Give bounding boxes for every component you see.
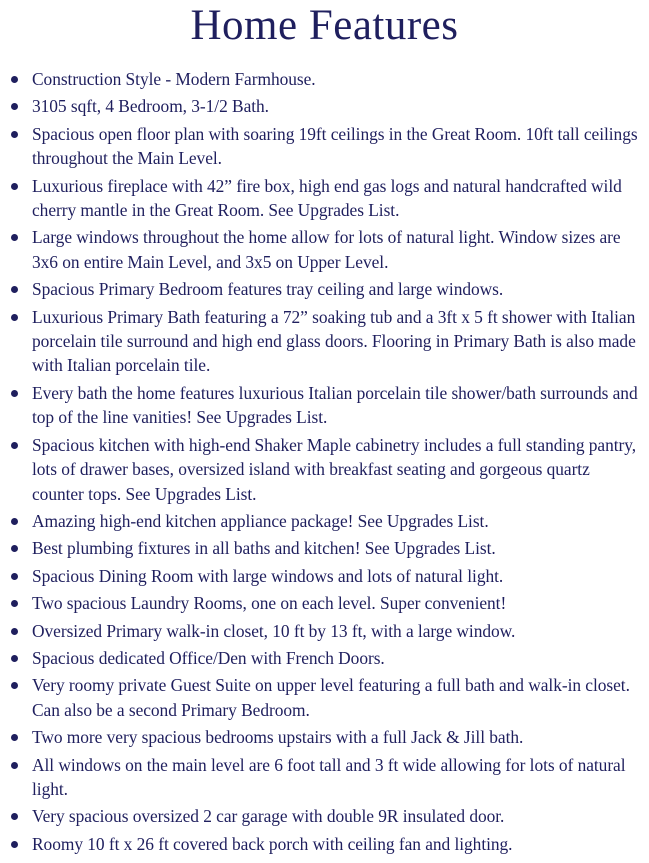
list-item-text: Construction Style - Modern Farmhouse.	[32, 69, 316, 89]
bullet-icon	[11, 314, 18, 321]
list-item-text: Spacious kitchen with high-end Shaker Maple cabinetry includes a full standing pantry, lots of drawer bases, oversized island with breakfast seating and gorgeous quartz counter tops. See Upgrades List.	[32, 434, 637, 504]
bullet-icon	[11, 734, 18, 741]
list-item	[8, 122, 641, 171]
bullet-icon	[11, 762, 18, 769]
bullet-icon	[11, 813, 18, 820]
bullet-icon	[11, 131, 18, 138]
list-item	[8, 725, 641, 749]
list-item	[8, 564, 641, 588]
bullet-icon	[11, 234, 18, 241]
list-item	[8, 619, 641, 643]
list-item	[8, 753, 641, 802]
bullet-icon	[11, 286, 18, 293]
bullet-icon	[11, 518, 18, 525]
list-item	[8, 381, 641, 430]
page-title: Home Features	[190, 2, 459, 49]
bullet-icon	[11, 103, 18, 110]
list-item-text: Every bath the home features luxurious Italian porcelain tile shower/bath surrounds and top of the line vanities! See Upgrades List.	[32, 382, 638, 428]
list-item-text: Best plumbing fixtures in all baths and kitchen! See Upgrades List.	[32, 538, 496, 559]
list-item-text: Luxurious fireplace with 42” fire box, high end gas logs and natural handcrafted wild cherry mantle in the Great Room. See Upgrades List.	[32, 175, 622, 221]
list-item-text: Spacious Primary Bedroom features tray ceiling and large windows.	[32, 279, 504, 300]
list-item	[8, 94, 641, 118]
list-item-text: Spacious dedicated Office/Den with French Doors.	[32, 647, 385, 668]
list-item-text: 3105 sqft, 4 Bedroom, 3-1/2 Bath.	[32, 96, 269, 117]
list-item-text: Oversized Primary walk-in closet, 10 ft by 13 ft, with a large window.	[32, 620, 516, 641]
list-item	[8, 277, 641, 301]
bullet-icon	[11, 183, 18, 190]
bullet-icon	[11, 76, 18, 83]
list-item	[8, 225, 641, 274]
list-item-text: Spacious open floor plan with soaring 19ft ceilings in the Great Room. 10ft tall ceilings throughout the Main Level.	[32, 123, 638, 169]
bullet-icon	[11, 655, 18, 662]
list-item-text: All windows on the main level are 6 foot tall and 3 ft wide allowing for lots of natural light.	[32, 754, 626, 799]
features-list	[8, 67, 641, 856]
list-item-text: Roomy 10 ft x 26 ft covered back porch with ceiling fan and lighting.	[32, 833, 513, 854]
bullet-icon	[11, 573, 18, 580]
bullet-icon	[11, 390, 18, 397]
list-item-text: Large windows throughout the home allow for lots of natural light. Window sizes are 3x6 on entire Main Level, and 3x5 on Upper Level.	[32, 227, 621, 272]
list-item-text: Two spacious Laundry Rooms, one on each level. Super convenient!	[32, 593, 507, 614]
list-item	[8, 509, 641, 533]
list-item	[8, 591, 641, 615]
list-item	[8, 673, 641, 722]
bullet-icon	[11, 682, 18, 689]
list-item	[8, 832, 641, 856]
list-item-text: Amazing high-end kitchen appliance package! See Upgrades List.	[32, 510, 489, 531]
bullet-icon	[11, 442, 18, 449]
list-item-text: Luxurious Primary Bath featuring a 72” soaking tub and a 3ft x 5 ft shower with Italian porcelain tile surround and high end glass doors. Flooring in Primary Bath is also made with Italian porcelain tile.	[32, 306, 636, 376]
bullet-icon	[11, 600, 18, 607]
list-item-text: Two more very spacious bedrooms upstairs with a full Jack & Jill bath.	[32, 727, 524, 748]
bullet-icon	[11, 545, 18, 552]
list-item	[8, 646, 641, 670]
list-item	[8, 174, 641, 223]
list-item	[8, 536, 641, 560]
bullet-icon	[11, 841, 18, 848]
list-item	[8, 804, 641, 828]
list-item-text: Spacious Dining Room with large windows and lots of natural light.	[32, 565, 504, 586]
list-item-text: Very spacious oversized 2 car garage with double 9R insulated door.	[32, 806, 505, 827]
list-item	[8, 433, 641, 506]
list-item	[8, 67, 641, 91]
bullet-icon	[11, 628, 18, 635]
list-item	[8, 305, 641, 378]
list-item-text: Very roomy private Guest Suite on upper level featuring a full bath and walk-in closet. Can also be a second Primary Bedroom.	[32, 675, 630, 720]
